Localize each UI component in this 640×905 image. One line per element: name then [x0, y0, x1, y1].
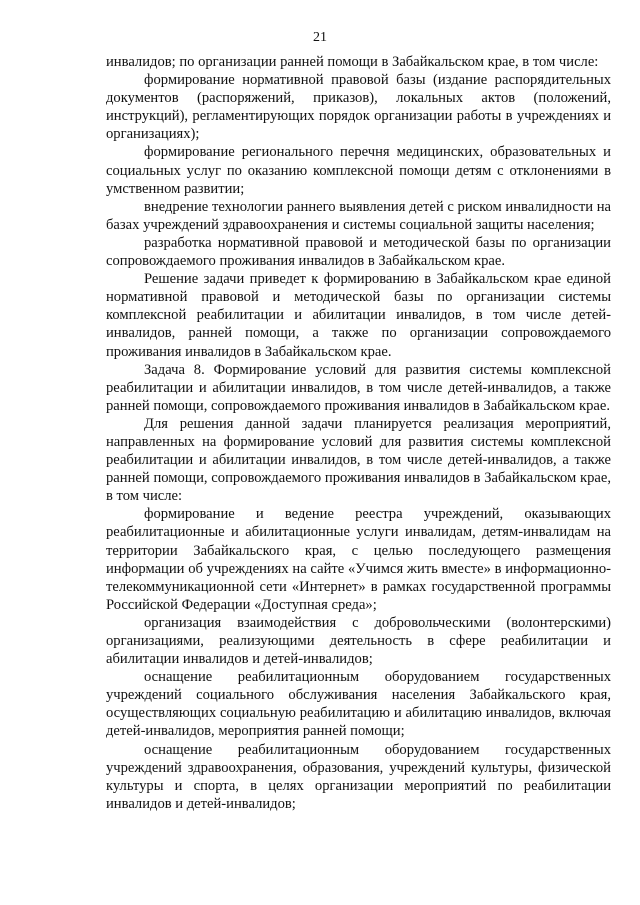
- paragraph-list-item: формирование нормативной правовой базы (издание распорядительных документов (распоряжений, приказов), локальных актов (положений, инструкций), регламентирующих порядок организации работы в учреждениях и организациях);: [106, 72, 611, 143]
- page-number: 21: [313, 30, 327, 45]
- document-body: [106, 53, 611, 813]
- paragraph-task-heading: Задача 8. Формирование условий для развития системы комплексной реабилитации и абилитации инвалидов, в том числе детей-инвалидов, а также ранней помощи, сопровождаемого проживания инвалидов в Забайкальском крае.: [106, 361, 611, 414]
- paragraph-list-item: внедрение технологии раннего выявления детей с риском инвалидности на базах учреждений здравоохранения и системы социальной защиты населения;: [106, 198, 611, 233]
- paragraph-list-item: оснащение реабилитационным оборудованием государственных учреждений социального обслуживания населения Забайкальского края, осуществляющих социальную реабилитацию и абилитацию инвалидов, включая детей-инвалидов, мероприятия ранней помощи;: [106, 669, 611, 740]
- paragraph-task-description: Для решения данной задачи планируется реализация мероприятий, направленных на формирование условий для развития системы комплексной реабилитации и абилитации инвалидов, в том числе детей-инвалидов, а также ранней помощи, сопровождаемого проживания инвалидов в Забайкальском крае, в том числе:: [106, 415, 611, 505]
- paragraph-list-item: формирование и ведение реестра учреждений, оказывающих реабилитационные и абилитационные услуги инвалидам, детям-инвалидам на территории Забайкальского края, с целью последующего размещения информации об учреждениях на сайте «Учимся жить вместе» в информационно-телекоммуникационной сети «Интернет» в рамках государственной программы Российской Федерации «Доступная среда»;: [106, 506, 611, 613]
- paragraph-list-item: разработка нормативной правовой и методической базы по организации сопровождаемого проживания инвалидов в Забайкальском крае.: [106, 234, 611, 270]
- paragraph-list-item: организация взаимодействия с добровольческими (волонтерскими) организациями, реализующими деятельность в сфере реабилитации и абилитации инвалидов и детей-инвалидов;: [106, 614, 611, 668]
- paragraph-list-item: формирование регионального перечня медицинских, образовательных и социальных услуг по оказанию комплексной помощи детям с отклонениями в умственном развитии;: [106, 144, 611, 197]
- paragraph-continuation: инвалидов; по организации ранней помощи в Забайкальском крае, в том числе:: [106, 54, 599, 70]
- paragraph-task-result: Решение задачи приведет к формированию в Забайкальском крае единой нормативной правовой и методической базы по организации системы комплексной реабилитации и абилитации инвалидов, в том числе детей-инвалидов, ранней помощи, а также по организации сопровождаемого проживания инвалидов в Забайкальском крае.: [106, 271, 611, 360]
- paragraph-list-item: оснащение реабилитационным оборудованием государственных учреждений здравоохранения, образования, учреждений культуры, физической культуры и спорта, в целях организации мероприятий по реабилитации инвалидов и детей-инвалидов;: [106, 741, 611, 812]
